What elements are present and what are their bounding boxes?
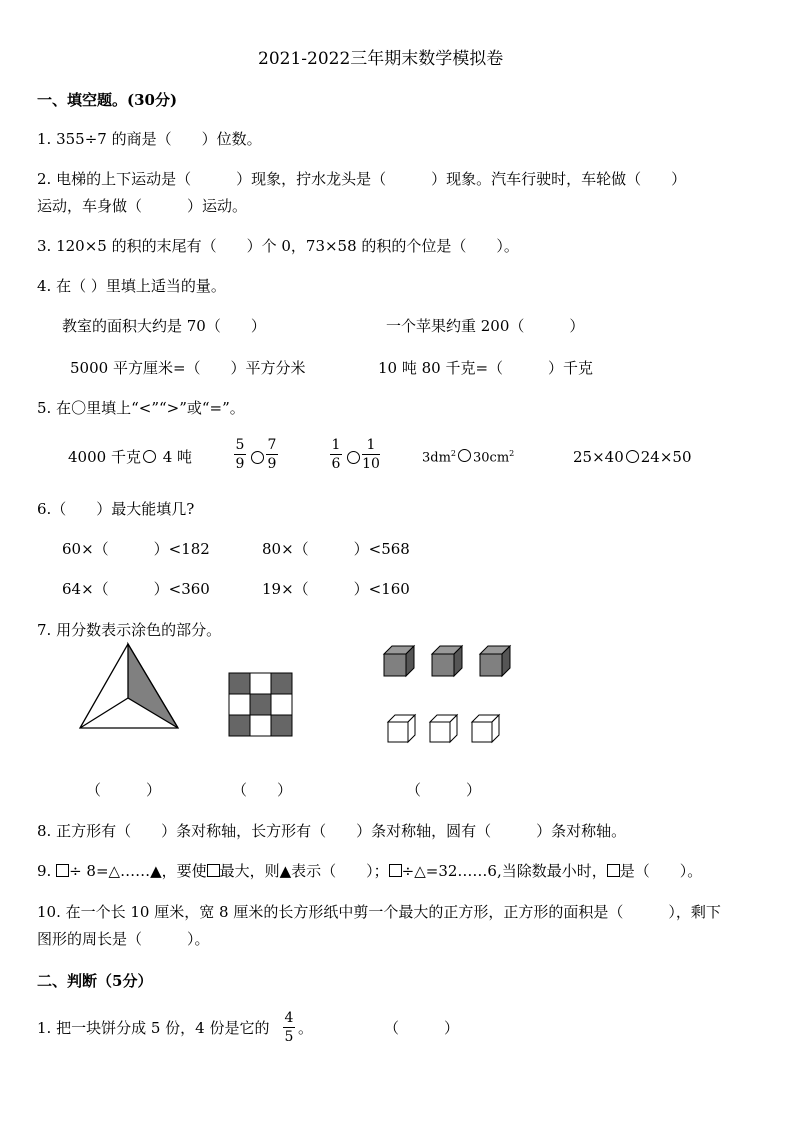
- judge-1-paren[interactable]: （ ）: [384, 1019, 460, 1037]
- compare-circle[interactable]: [347, 451, 360, 464]
- question-9: [37, 862, 702, 880]
- fraction-1-6: [330, 437, 342, 472]
- answer-paren-1[interactable]: （ ）: [86, 781, 162, 799]
- frac-den: 9: [235, 456, 245, 472]
- question-5-d: [422, 449, 514, 465]
- q5-a-right: 4 吨: [162, 448, 193, 466]
- compare-circle[interactable]: [143, 450, 156, 463]
- question-10-line2: 图形的周长是（ ）。: [37, 930, 210, 948]
- judge-1-text: 1. 把一块饼分成 5 份，4 份是它的: [37, 1019, 270, 1037]
- compare-circle[interactable]: [458, 449, 471, 462]
- q5-e-right: 24×50: [640, 448, 692, 466]
- section-heading-fill: 一、填空题。(30分): [37, 91, 178, 109]
- page-title: 2021-2022三年期末数学模拟卷: [258, 49, 504, 69]
- answer-paren-2[interactable]: （ ）: [232, 781, 293, 799]
- question-5-stem: 5. 在〇里填上“<”“>”或“=”。: [37, 399, 245, 417]
- compare-circle[interactable]: [251, 451, 264, 464]
- question-4-b: 一个苹果约重 200（ ）: [386, 317, 585, 335]
- judge-1-end: 。: [298, 1019, 314, 1037]
- square-box-icon: [207, 864, 220, 877]
- q9-part: ÷△=32……6,当除数最小时，: [401, 862, 607, 880]
- square-box-icon: [389, 864, 402, 877]
- compare-circle[interactable]: [626, 450, 639, 463]
- question-10-line1: 10. 在一个长 10 厘米，宽 8 厘米的长方形纸中剪一个最大的正方形，正方形的面积是（ ），剩下: [37, 903, 721, 921]
- frac-num: 1: [366, 437, 376, 453]
- frac-den: 5: [284, 1029, 294, 1045]
- question-3: 3. 120×5 的积的末尾有（ ）个 0，73×58 的积的个位是（ ）。: [37, 237, 519, 255]
- judge-1: [37, 1019, 269, 1037]
- frac-den: 9: [267, 456, 277, 472]
- question-4-d: 10 吨 80 千克=（ ）千克: [378, 359, 594, 377]
- fraction-5-9: [234, 437, 246, 472]
- question-2-line2: 运动，车身做（ ）运动。: [37, 197, 248, 215]
- sup: 2: [450, 449, 457, 458]
- question-6-a: 60×（ ）<182: [62, 540, 210, 558]
- question-6-stem: 6.（ ）最大能填几?: [37, 500, 195, 518]
- section-heading-judge: 二、判断（5分）: [37, 972, 153, 990]
- fraction-7-9: [266, 437, 278, 472]
- shaded-cubes: [382, 644, 512, 678]
- white-cubes: [386, 712, 506, 746]
- q5-e-left: 25×40: [573, 448, 624, 466]
- answer-paren-3[interactable]: （ ）: [406, 781, 482, 799]
- frac-den: 10: [362, 456, 380, 472]
- question-6-c: 64×（ ）<360: [62, 580, 210, 598]
- q9-part: ÷ 8=△……▲，要使: [69, 862, 207, 880]
- frac-den: 6: [331, 456, 341, 472]
- square-box-icon: [607, 864, 620, 877]
- square-box-icon: [56, 864, 69, 877]
- frac-num: 1: [331, 437, 341, 453]
- grid-figure: [228, 672, 294, 738]
- q9-num: 9.: [37, 862, 52, 880]
- question-7-stem: 7. 用分数表示涂色的部分。: [37, 621, 222, 639]
- frac-num: 4: [284, 1010, 294, 1026]
- question-2-line1: 2. 电梯的上下运动是（ ）现象，拧水龙头是（ ）现象。汽车行驶时，车轮做（ ）: [37, 170, 687, 188]
- triangle-figure: [76, 640, 184, 732]
- question-4-c: 5000 平方厘米=（ ）平方分米: [70, 359, 306, 377]
- q9-part: 最大，则▲表示（ ）；: [219, 862, 389, 880]
- q5-d-right: 30cm: [473, 450, 510, 466]
- question-8: 8. 正方形有（ ）条对称轴，长方形有（ ）条对称轴，圆有（ ）条对称轴。: [37, 822, 627, 840]
- q5-d-left: 3dm: [422, 450, 451, 466]
- q5-a-left: 4000 千克: [68, 448, 141, 466]
- question-4-a: 教室的面积大约是 70（ ）: [62, 317, 266, 335]
- question-5-e: [573, 448, 692, 466]
- fraction-1-10: [362, 437, 380, 472]
- frac-num: 5: [235, 437, 245, 453]
- question-6-b: 80×（ ）<568: [262, 540, 410, 558]
- frac-num: 7: [267, 437, 277, 453]
- question-5-a: [68, 448, 192, 466]
- question-4-stem: 4. 在（ ）里填上适当的量。: [37, 277, 226, 295]
- fraction-4-5: [283, 1010, 295, 1045]
- sup: 2: [509, 449, 515, 458]
- q9-part: 是（ ）。: [619, 862, 703, 880]
- question-6-d: 19×（ ）<160: [262, 580, 410, 598]
- question-1: 1. 355÷7 的商是（ ）位数。: [37, 130, 262, 148]
